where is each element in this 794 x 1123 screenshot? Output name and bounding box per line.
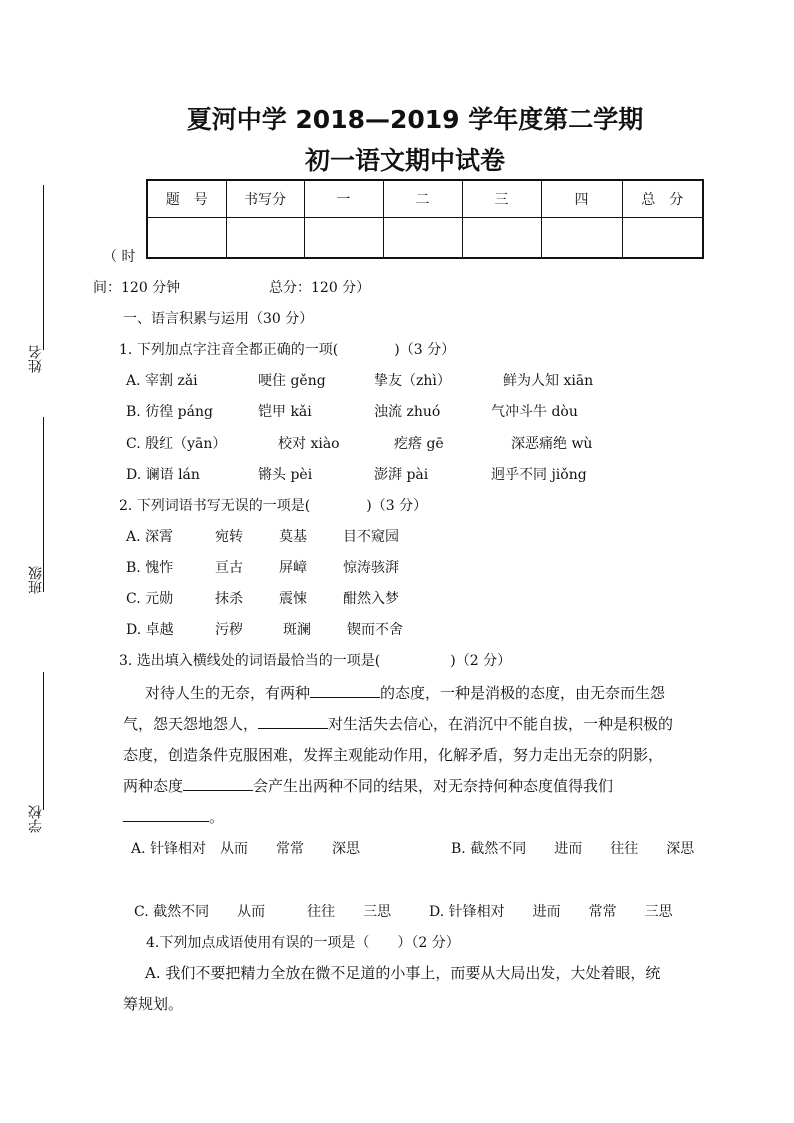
option-item: 震悚 bbox=[279, 591, 307, 607]
name-line bbox=[43, 185, 44, 350]
option-item: C. 元勋 bbox=[126, 591, 174, 607]
exam-subtitle: 初一语文期中试卷 bbox=[304, 146, 505, 175]
q3-option-b: B. 截然不同 进而 往往 深思 bbox=[451, 841, 695, 857]
score-cell bbox=[541, 218, 622, 259]
option-item: 莫基 bbox=[279, 529, 307, 545]
option-item: 污秽 bbox=[215, 622, 243, 638]
score-cell bbox=[462, 218, 541, 259]
option-item: 抹杀 bbox=[215, 591, 243, 607]
question-2-stem: 2. 下列词语书写无误的一项是( )（3 分） bbox=[119, 498, 428, 514]
option-item: 挚友（zhì） bbox=[374, 373, 451, 389]
option-item: C. 殷红（yān） bbox=[126, 436, 227, 452]
score-cell bbox=[147, 218, 226, 259]
question-1-stem: 1. 下列加点字注音全都正确的一项( )（3 分） bbox=[119, 342, 456, 358]
option-item: 铠甲 kǎi bbox=[258, 404, 312, 420]
score-cell bbox=[304, 218, 383, 259]
passage-text: 。 bbox=[209, 808, 225, 826]
option-item: 惊涛骇湃 bbox=[343, 560, 399, 576]
q4-option-a bbox=[123, 958, 660, 1020]
score-table bbox=[146, 179, 704, 259]
score-header-part1: 一 bbox=[304, 180, 383, 218]
score-cell bbox=[226, 218, 304, 259]
option-item: 浊流 zhuó bbox=[374, 404, 441, 420]
option-item: 斑澜 bbox=[283, 622, 311, 638]
score-cell bbox=[622, 218, 703, 259]
passage-text: 两种态度 bbox=[123, 777, 184, 795]
score-header-part4: 四 bbox=[541, 180, 622, 218]
option-item: B. 彷徨 páng bbox=[126, 404, 213, 420]
option-item: 亘古 bbox=[215, 560, 243, 576]
school-line bbox=[43, 672, 44, 810]
exam-time-part1: （ 时 bbox=[103, 249, 136, 265]
option-item: 鲜为人知 xiān bbox=[503, 373, 594, 389]
passage-text: 对生活失去信心，在消沉中不能自拔，一种是积极的 bbox=[328, 715, 674, 733]
question-3-stem: 3. 选出填入横线处的词语最恰当的一项是( )（2 分） bbox=[119, 653, 512, 669]
option-item: D. 谰语 lán bbox=[126, 467, 200, 483]
score-header-part2: 二 bbox=[383, 180, 462, 218]
class-label: 班级 bbox=[28, 566, 44, 594]
passage-line: A. 我们不要把精力全放在微不足道的小事上，而要从大局出发，大处着眼，统 bbox=[145, 964, 661, 982]
option-item: 校对 xiào bbox=[278, 436, 340, 452]
exam-time-part2: 间：120 分钟 bbox=[93, 280, 181, 296]
passage-line bbox=[123, 802, 673, 833]
passage-text: 的态度，一种是消极的态度，由无奈而生怨 bbox=[380, 684, 666, 702]
option-item: 锵头 pèi bbox=[258, 467, 313, 483]
exam-title: 夏河中学 2018—2019 学年度第二学期 bbox=[186, 105, 644, 134]
passage-text: 会产生出两种不同的结果，对无奈持何种态度值得我们 bbox=[253, 777, 614, 795]
score-header-writing: 书写分 bbox=[226, 180, 304, 218]
option-item: 锲而不舍 bbox=[347, 622, 403, 638]
passage-line bbox=[123, 771, 673, 802]
option-item: A. 深霄 bbox=[126, 529, 174, 545]
passage-line: 筹规划。 bbox=[123, 995, 184, 1013]
option-item: 疙瘩 gē bbox=[394, 436, 444, 452]
score-header-number: 题 号 bbox=[147, 180, 226, 218]
option-item: 酣然入梦 bbox=[343, 591, 399, 607]
fill-blank bbox=[310, 697, 380, 698]
option-item: 宛转 bbox=[215, 529, 243, 545]
fill-blank bbox=[258, 728, 328, 729]
passage-line: 态度，创造条件克服困难，发挥主观能动作用，化解矛盾，努力走出无奈的阴影， bbox=[123, 746, 664, 764]
option-item: 澎湃 pài bbox=[374, 467, 429, 483]
section-heading: 一、语言积累与运用（30 分） bbox=[123, 311, 314, 327]
option-item: 气冲斗牛 dòu bbox=[491, 404, 578, 420]
name-label: 姓名 bbox=[28, 345, 44, 373]
option-item: A. 宰割 zǎi bbox=[126, 373, 198, 389]
school-label: 学校 bbox=[28, 805, 44, 833]
question-3-passage bbox=[123, 678, 673, 833]
q3-option-c: C. 截然不同 从而 往往 三思 bbox=[134, 904, 392, 920]
option-item: B. 愧怍 bbox=[126, 560, 174, 576]
passage-line bbox=[123, 709, 673, 740]
score-cell bbox=[383, 218, 462, 259]
option-item: 屏嶂 bbox=[279, 560, 307, 576]
option-item: 深恶痛绝 wù bbox=[511, 436, 593, 452]
q3-option-d: D. 针锋相对 进而 常常 三思 bbox=[429, 904, 673, 920]
option-item: 迥乎不同 jiǒng bbox=[491, 467, 587, 483]
option-item: 目不窥园 bbox=[343, 529, 399, 545]
fill-blank bbox=[123, 821, 209, 822]
option-item: D. 卓越 bbox=[126, 622, 174, 638]
passage-line bbox=[123, 678, 673, 709]
passage-text: 气，怨天怨地怨人， bbox=[123, 715, 259, 733]
score-header-total: 总 分 bbox=[622, 180, 703, 218]
fill-blank bbox=[183, 790, 253, 791]
score-header-part3: 三 bbox=[462, 180, 541, 218]
q3-option-a: A. 针锋相对 从而 常常 深思 bbox=[131, 841, 361, 857]
option-item: 哽住 gěng bbox=[258, 373, 326, 389]
question-4-stem: 4.下列加点成语使用有误的一项是（ ）（2 分） bbox=[146, 935, 460, 951]
exam-total-score: 总分：120 分） bbox=[269, 280, 371, 296]
passage-text: 对待人生的无奈，有两种 bbox=[145, 684, 311, 702]
